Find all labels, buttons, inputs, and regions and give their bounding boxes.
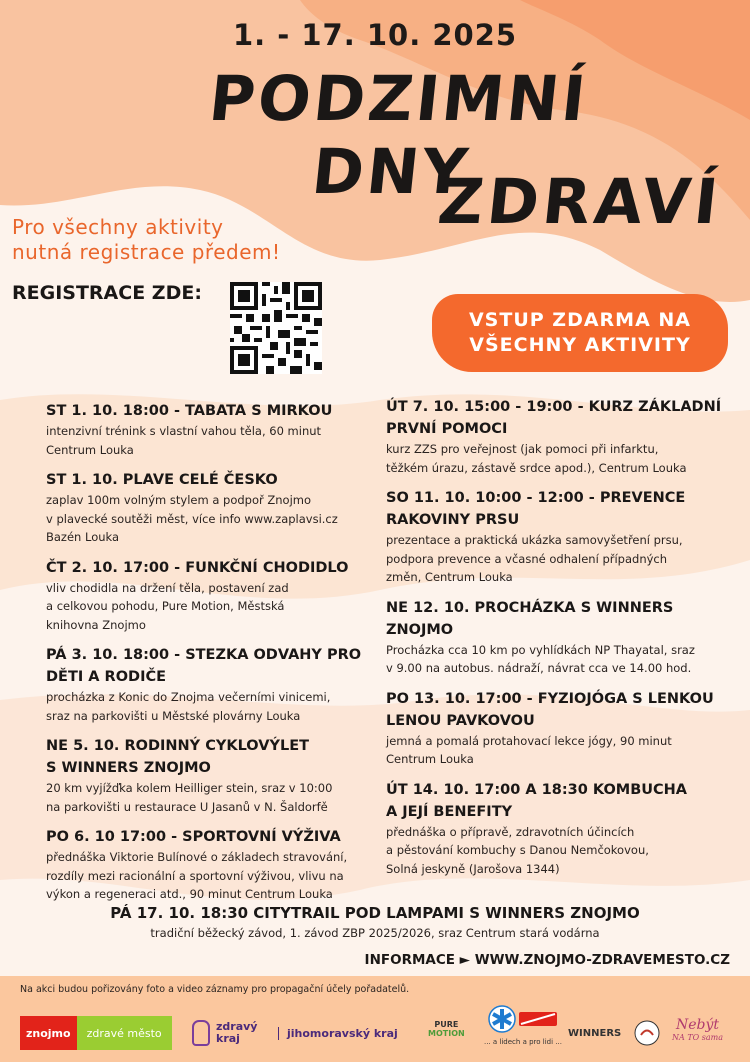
event-title: ÚT 14. 10. 17:00 A 18:30 KOMBUCHA [386,781,688,798]
event-description: Centrum Louka [386,752,474,766]
event-title: PÁ 3. 10. 18:00 - STEZKA ODVAHY PRO [46,647,362,663]
event-title-line2: PRVNÍ POMOCI [386,421,508,437]
event-item [46,644,376,725]
event-title-line2: LENOU PAVKOVOU [386,712,535,729]
event-item [46,735,376,816]
final-event [0,902,750,943]
kombucha-logo-icon [634,1016,660,1050]
pure-motion-logo [428,1012,465,1046]
qr-code-icon[interactable] [230,282,322,374]
event-description: těžkém úrazu, zástavě srdce apod.), Centrum Louka [386,460,687,475]
event-title: ČT 2. 10. 17:00 - FUNKČNÍ CHODIDLO [46,559,349,576]
winners-text: WINNERS [568,1027,622,1039]
event-description: a celkovou pohodu, Pure Motion, Městská [46,599,285,613]
zdravy-kraj-logo [192,1016,257,1050]
event-description: intenzivní trénink s vlastní vahou těla, 60 minut [46,424,322,438]
event-description: výkon a regeneraci atd., 90 minut Centrum Louka [46,887,333,901]
event-description: na parkovišti u restaurace U Jasanů v N. Šaldorfě [46,799,328,814]
free-entry-line2: VŠECHNY AKTIVITY [469,334,691,356]
event-item [386,688,736,769]
event-title-line2: RAKOVINY PRSU [386,512,520,528]
event-description: změn, Centrum Louka [386,570,513,584]
star-of-life-icon [487,1004,559,1034]
pure-motion-line2: MOTION [428,1029,465,1038]
event-description: 20 km vyjížďka kolem Heilliger stein, sraz v 10:00 [46,781,333,795]
event-description: zaplav 100m volným stylem a podpoř Znojmo [46,493,312,507]
page-title-line2: ZDRAVÍ [434,165,726,238]
zdravy-kraj-line2: kraj [216,1032,240,1045]
event-description: přednáška Viktorie Bulínové o základech stravování, [46,850,348,864]
event-description: Bazén Louka [46,530,120,544]
footer [0,976,750,1062]
event-description: vliv chodidla na držení těla, postavení zad [46,580,289,595]
event-title-line2: DĚTI A RODIČE [46,669,167,685]
registration-note-line1: Pro všechny aktivity [12,215,224,239]
event-description: prezentace a praktická ukázka samovyšetření prsu, [386,533,683,547]
zzs-tagline: ... a lidech a pro lidi ... [484,1037,562,1046]
event-description: v plavecké soutěži měst, více info www.zaplavsi.cz [46,511,338,526]
page-title-line1: PODZIMNÍ DNY [205,62,592,208]
event-item [386,779,736,879]
info-link[interactable]: INFORMACE ► WWW.ZNOJMO-ZDRAVEMESTO.CZ [364,952,730,968]
event-title: PO 6. 10 17:00 - SPORTOVNÍ VÝŽIVA [46,829,341,845]
event-description: sraz na parkovišti u Městské plovárny Louka [46,708,301,723]
free-entry-line1: VSTUP ZDARMA NA [468,309,692,331]
zdrave-mesto-logo-text: zdravé město [77,1016,172,1050]
event-description: Procházka cca 10 km po vyhlídkách NP Thayatal, sraz [386,642,695,657]
event-title-line2: A JEJÍ BENEFITY [386,803,513,820]
final-event-description: tradiční běžecký závod, 1. závod ZBP 2025/2026, sraz Centrum stará vodárna [150,926,600,940]
event-title: PO 13. 10. 17:00 - FYZIOJÓGA S LENKOU [386,690,714,707]
event-title: SO 11. 10. 10:00 - 12:00 - PREVENCE [386,490,686,506]
event-description: a pěstování kombuchy s Danou Nemčokovou, [386,843,649,857]
event-description: knihovna Znojmo [46,617,146,632]
event-item [46,557,376,635]
pure-motion-line1: PURE [434,1020,459,1029]
znojmo-logo-text: znojmo [20,1016,77,1050]
event-description: procházka z Konic do Znojma večerními vinicemi, [46,690,331,704]
event-item [46,826,376,904]
registration-heading: REGISTRACE ZDE: [12,282,202,304]
event-description: přednáška o přípravě, zdravotních účincích [386,824,635,839]
nebyt-na-to-sama-logo [672,1012,723,1046]
events-left-column [46,400,376,914]
event-title: NE 5. 10. RODINNÝ CYKLOVÝLET [46,738,310,754]
nebyt-line2: NA TO sama [672,1032,723,1042]
heart-person-icon [192,1020,210,1046]
event-title-line2: ZNOJMO [386,621,454,638]
znojmo-zdrave-mesto-logo [20,1016,172,1050]
event-description: v 9.00 na autobus. nádraží, návrat cca ve 14.00 hod. [386,661,692,675]
event-item [46,400,376,459]
event-description: podpora prevence a včasné odhalení případných [386,551,668,566]
registration-note-line2: nutná registrace předem! [12,240,281,264]
nebyt-line1: Nebýt [675,1016,720,1033]
zzs-logo [484,1008,562,1046]
event-item [386,487,736,587]
event-title: NE 12. 10. PROCHÁZKA S WINNERS [386,599,674,616]
event-description: Solná jeskyně (Jarošova 1344) [386,861,560,876]
jihomoravsky-kraj-logo [278,1016,398,1050]
event-dates: 1. - 17. 10. 2025 [232,18,518,52]
event-description: kurz ZZS pro veřejnost (jak pomoci při infarktu, [386,442,659,456]
event-item [386,396,736,477]
event-title-line2: S WINNERS ZNOJMO [46,760,211,776]
jihomoravsky-kraj-text: jihomoravský kraj [278,1027,398,1040]
winners-logo [568,1016,621,1050]
events-right-column [386,396,736,888]
event-item [386,597,736,678]
final-event-title: PÁ 17. 10. 18:30 CITYTRAIL POD LAMPAMI S WINNERS ZNOJMO [110,904,640,922]
event-title: ÚT 7. 10. 15:00 - 19:00 - KURZ ZÁKLADNÍ [386,399,722,415]
free-entry-badge [432,294,728,372]
footer-note: Na akci budou pořizovány foto a video záznamy pro propagační účely pořadatelů. [20,984,410,995]
zdravy-kraj-line1: zdravý [216,1020,258,1033]
event-description: Centrum Louka [46,442,134,457]
event-title: ST 1. 10. PLAVE CELÉ ČESKO [46,472,278,488]
registration-note [12,215,281,265]
event-title: ST 1. 10. 18:00 - TABATA S MIRKOU [46,403,333,419]
event-description: jemná a pomalá protahovací lekce jógy, 90 minut [386,733,672,748]
event-item [46,469,376,547]
event-description: rozdíly mezi racionální a sportovní výživou, vlivu na [46,868,344,883]
